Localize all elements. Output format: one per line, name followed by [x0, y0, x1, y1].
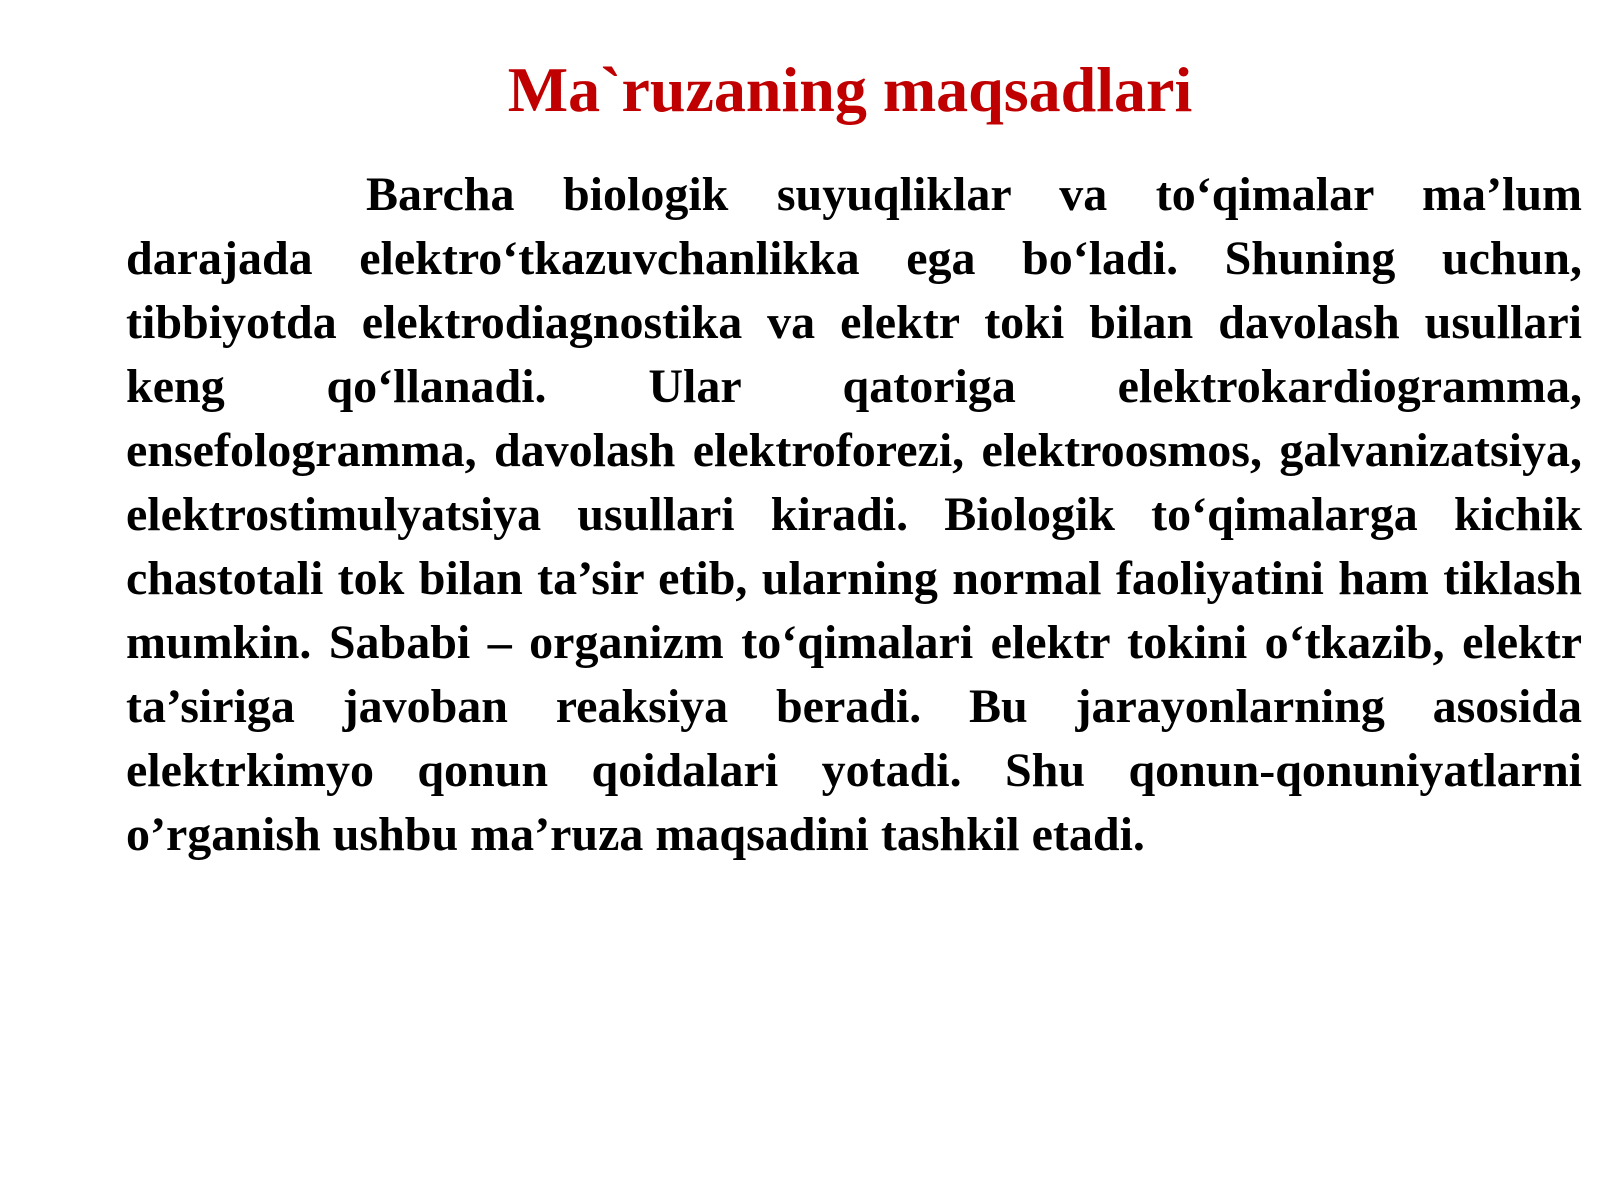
slide-body-paragraph: Barcha biologik suyuqliklar va to‘qimalar ma’lum darajada elektro‘tkazuvchanlikka ega bo‘ladi. Shuning uchun, tibbiyotda elektrodiagnostika va elektr toki bilan davolash usullari keng qo‘llanadi. Ular qatoriga elektrokardiogramma, ensefologramma, davolash elektroforezi, elektroosmos, galvanizatsiya, elektrostimulyatsiya usullari kiradi. Biologik to‘qimalarga kichik chastotali tok bilan ta’sir etib, ularning normal faoliyatini ham tiklash mumkin. Sababi – organizm to‘qimalari elektr tokini o‘tkazib, elektr ta’siriga javoban reaksiya beradi. Bu jarayonlarning asosida elektrkimyo qonun qoidalari yotadi. Shu qonun-qonuniyatlarni o’rganish ushbu ma’ruza maqsadini tashkil etadi. — [126, 168, 1582, 861]
slide-title: Ma`ruzaning maqsadlari — [507, 54, 1193, 125]
